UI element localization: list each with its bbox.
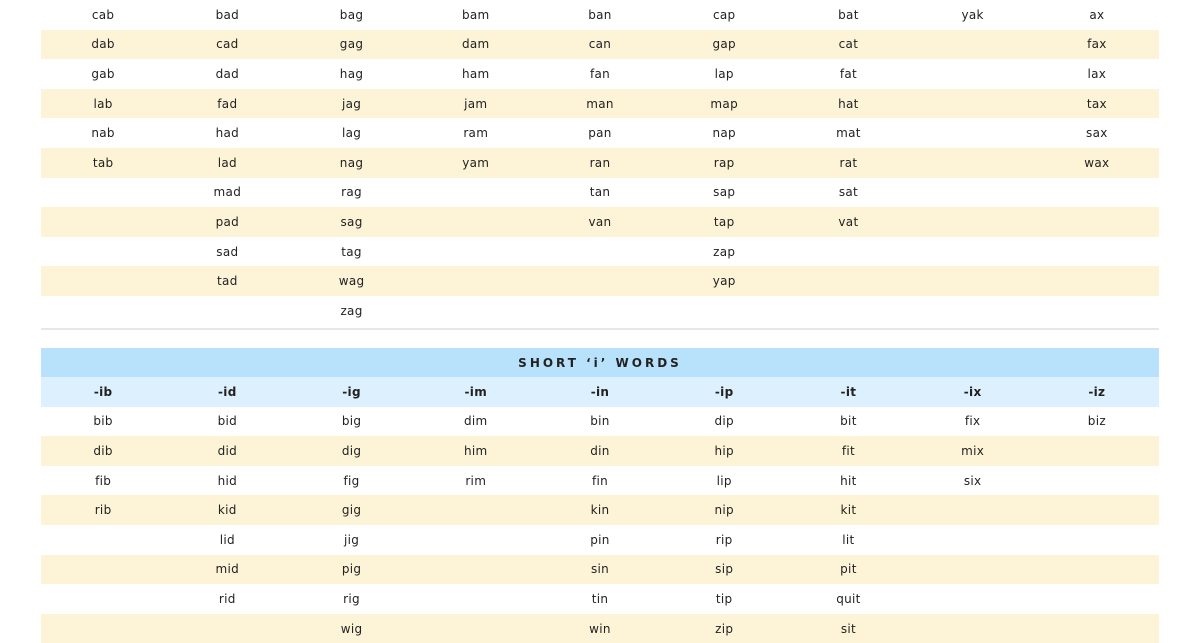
word-cell: did <box>217 443 238 458</box>
word-cell: bit <box>840 414 857 429</box>
word-cell: mad <box>213 185 242 200</box>
word-cell: dip <box>714 414 734 429</box>
word-cell: bag <box>339 7 364 22</box>
word-cell: tin <box>591 591 609 606</box>
table-row <box>41 178 1159 208</box>
word-cell: big <box>341 414 362 429</box>
table-row <box>41 30 1159 60</box>
word-cell: lip <box>716 473 732 488</box>
word-cell: fix <box>964 414 981 429</box>
word-cell: tab <box>92 155 114 170</box>
word-cell: tax <box>1086 96 1107 111</box>
word-cell: tan <box>589 185 611 200</box>
word-cell: lab <box>93 96 113 111</box>
column-header: -ix <box>963 384 982 399</box>
word-cell: rib <box>94 503 112 518</box>
word-cell: nip <box>714 503 734 518</box>
word-cell: dim <box>463 414 488 429</box>
table-row <box>41 525 1159 555</box>
word-cell: hag <box>339 66 364 81</box>
word-cell: yam <box>462 155 490 170</box>
word-cell: rid <box>218 591 236 606</box>
word-cell: biz <box>1087 414 1106 429</box>
word-cell: jam <box>464 96 488 111</box>
word-cell: jag <box>341 96 362 111</box>
word-cell: fad <box>217 96 238 111</box>
word-cell: wig <box>340 621 363 636</box>
column-header: -ig <box>342 384 361 399</box>
word-cell: wag <box>338 274 365 289</box>
word-cell: zip <box>715 621 734 636</box>
word-cell: mid <box>215 562 240 577</box>
word-cell: sad <box>216 244 239 259</box>
word-cell: lit <box>842 532 855 547</box>
word-cell: din <box>590 443 610 458</box>
table-row <box>41 89 1159 119</box>
word-cell: pan <box>588 126 612 141</box>
column-header: -iz <box>1088 384 1106 399</box>
column-header: -id <box>218 384 237 399</box>
word-cell: hip <box>714 443 734 458</box>
word-cell: rat <box>839 155 858 170</box>
word-cell: bad <box>215 7 240 22</box>
word-cell: dam <box>461 37 490 52</box>
word-cell: pig <box>341 562 362 577</box>
word-cell: dad <box>215 66 240 81</box>
short-i-word-table <box>41 348 1159 643</box>
word-cell: lad <box>217 155 237 170</box>
table-row <box>41 296 1159 326</box>
table-row <box>41 118 1159 148</box>
word-cell: hat <box>838 96 859 111</box>
word-cell: tag <box>341 244 362 259</box>
word-cell: fat <box>839 66 858 81</box>
word-cell: hit <box>840 473 857 488</box>
word-cell: jig <box>343 532 360 547</box>
word-cell: sip <box>715 562 734 577</box>
word-cell: ham <box>461 66 490 81</box>
word-cell: tip <box>715 591 733 606</box>
word-cell: fin <box>591 473 609 488</box>
word-cell: tad <box>217 274 238 289</box>
word-cell: dig <box>341 443 362 458</box>
word-cell: ax <box>1089 7 1105 22</box>
word-cell: cad <box>216 37 239 52</box>
word-cell: nap <box>712 126 736 141</box>
word-cell: fit <box>841 443 855 458</box>
word-cell: dib <box>93 443 113 458</box>
table-row <box>41 59 1159 89</box>
table-divider <box>41 328 1159 330</box>
word-cell: win <box>589 621 611 636</box>
word-cell: sat <box>838 185 859 200</box>
word-cell: van <box>588 214 612 229</box>
word-cell: yak <box>961 7 984 22</box>
table-row <box>41 0 1159 30</box>
word-cell: lid <box>219 532 235 547</box>
short-i-header-row <box>41 377 1159 407</box>
word-cell: him <box>464 443 488 458</box>
word-cell: zap <box>713 244 736 259</box>
word-cell: bam <box>461 7 490 22</box>
word-cell: map <box>710 96 738 111</box>
column-header: -ib <box>93 384 113 399</box>
word-cell: vat <box>838 214 859 229</box>
word-cell: nag <box>339 155 364 170</box>
word-cell: mix <box>961 443 985 458</box>
word-cell: bib <box>93 414 113 429</box>
word-cell: zag <box>340 303 363 318</box>
word-cell: pad <box>215 214 240 229</box>
word-cell: rag <box>341 185 362 200</box>
word-cell: cat <box>838 37 859 52</box>
word-cell: mat <box>836 126 861 141</box>
word-cell: kin <box>590 503 610 518</box>
word-cell: rip <box>715 532 733 547</box>
word-cell: bin <box>590 414 610 429</box>
word-cell: gab <box>91 66 115 81</box>
word-cell: had <box>215 126 240 141</box>
word-cell: sit <box>840 621 857 636</box>
word-cell: fig <box>343 473 360 488</box>
word-cell: cap <box>712 7 736 22</box>
short-i-table-title: SHORT ‘i’ WORDS <box>41 348 1159 377</box>
word-cell: yap <box>712 274 736 289</box>
table-row <box>41 495 1159 525</box>
word-cell: kit <box>840 503 857 518</box>
word-cell: dab <box>91 37 115 52</box>
short-a-word-table <box>41 0 1159 330</box>
word-cell: bid <box>217 414 238 429</box>
word-cell: sax <box>1086 126 1108 141</box>
word-cell: rig <box>343 591 360 606</box>
word-cell: gap <box>712 37 736 52</box>
word-cell: kid <box>217 503 237 518</box>
table-row <box>41 584 1159 614</box>
word-cell: fan <box>589 66 611 81</box>
table-row <box>41 436 1159 466</box>
word-cell: rim <box>465 473 487 488</box>
word-cell: sap <box>713 185 736 200</box>
word-cell: lap <box>714 66 734 81</box>
column-header: -in <box>590 384 610 399</box>
word-cell: sag <box>340 214 363 229</box>
word-cell: nab <box>91 126 115 141</box>
word-cell: ram <box>463 126 489 141</box>
table-row <box>41 466 1159 496</box>
word-cell: ran <box>589 155 611 170</box>
word-cell: bat <box>838 7 859 22</box>
word-cell: rap <box>713 155 735 170</box>
word-cell: cab <box>91 7 115 22</box>
word-cell: can <box>588 37 612 52</box>
word-cell: hid <box>217 473 238 488</box>
word-cell: gag <box>339 37 364 52</box>
word-cell: sin <box>590 562 610 577</box>
table-row <box>41 207 1159 237</box>
table-row <box>41 555 1159 585</box>
column-header: -im <box>464 384 488 399</box>
short-i-table-body <box>41 407 1159 643</box>
word-cell: fax <box>1087 37 1107 52</box>
column-header: -it <box>840 384 857 399</box>
word-cell: fib <box>95 473 112 488</box>
table-row <box>41 237 1159 267</box>
table-row <box>41 266 1159 296</box>
word-cell: wax <box>1084 155 1110 170</box>
word-cell: lax <box>1087 66 1107 81</box>
table-row <box>41 614 1159 643</box>
table-row <box>41 148 1159 178</box>
table-row <box>41 407 1159 437</box>
word-cell: quit <box>836 591 861 606</box>
word-cell: lag <box>341 126 362 141</box>
word-cell: pit <box>840 562 857 577</box>
column-header: -ip <box>714 384 734 399</box>
word-cell: pin <box>590 532 610 547</box>
word-cell: man <box>586 96 614 111</box>
word-cell: gig <box>341 503 362 518</box>
word-cell: tap <box>713 214 735 229</box>
word-cell: ban <box>588 7 612 22</box>
word-cell: six <box>963 473 982 488</box>
